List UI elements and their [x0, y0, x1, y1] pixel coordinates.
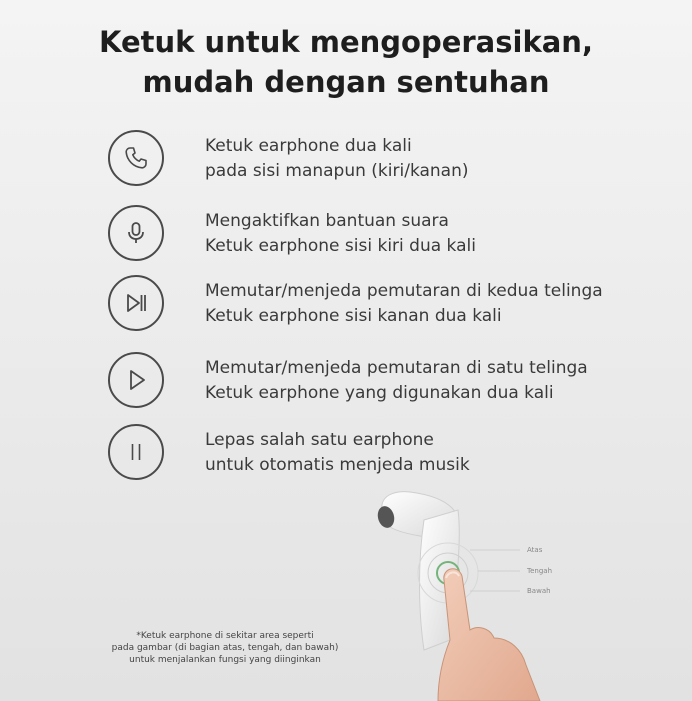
feature-circle	[108, 130, 164, 186]
finger-image	[438, 569, 540, 701]
feature-title: Ketuk earphone dua kali	[205, 136, 412, 156]
feature-circle	[108, 205, 164, 261]
feature-title: Memutar/menjeda pemutaran di kedua telinga	[205, 281, 603, 301]
feature-circle	[108, 352, 164, 408]
feature-row-play-pause-both	[108, 275, 668, 337]
feature-title: Memutar/menjeda pemutaran di satu telinga	[205, 358, 588, 378]
feature-title: Lepas salah satu earphone	[205, 430, 434, 450]
play-pause-icon	[122, 289, 150, 317]
feature-text	[205, 134, 469, 184]
phone-icon	[122, 144, 150, 172]
feature-detail: pada sisi manapun (kiri/kanan)	[205, 161, 469, 181]
feature-row-double-tap	[108, 130, 668, 192]
feature-detail: Ketuk earphone yang digunakan dua kali	[205, 383, 554, 403]
feature-circle	[108, 275, 164, 331]
pause-icon	[122, 438, 150, 466]
feature-detail: Ketuk earphone sisi kanan dua kali	[205, 306, 502, 326]
page-title	[0, 22, 692, 102]
feature-text	[205, 279, 603, 329]
footnote-line-2: pada gambar (di bagian atas, tengah, dan bawah)	[111, 643, 339, 653]
feature-text	[205, 209, 476, 259]
feature-text	[205, 428, 470, 478]
footnote-line-3: untuk menjalankan fungsi yang diinginkan	[129, 655, 321, 665]
feature-text	[205, 356, 588, 406]
microphone-icon	[122, 219, 150, 247]
footnote	[100, 630, 350, 666]
feature-title: Mengaktifkan bantuan suara	[205, 211, 449, 231]
feature-detail: untuk otomatis menjeda musik	[205, 455, 470, 475]
title-line-1: Ketuk untuk mengoperasikan,	[99, 25, 593, 59]
touch-zone-middle-label: Tengah	[527, 567, 552, 575]
play-icon	[122, 366, 150, 394]
feature-row-voice-assistant	[108, 205, 668, 267]
touch-zone-bottom-label: Bawah	[527, 587, 551, 595]
earphone-touch-illustration	[360, 480, 692, 701]
feature-detail: Ketuk earphone sisi kiri dua kali	[205, 236, 476, 256]
footnote-line-1: *Ketuk earphone di sekitar area seperti	[136, 631, 314, 641]
feature-circle	[108, 424, 164, 480]
feature-row-auto-pause	[108, 424, 668, 486]
touch-zone-top-label: Atas	[527, 546, 543, 554]
feature-row-play-pause-single	[108, 352, 668, 414]
title-line-2: mudah dengan sentuhan	[142, 65, 550, 99]
